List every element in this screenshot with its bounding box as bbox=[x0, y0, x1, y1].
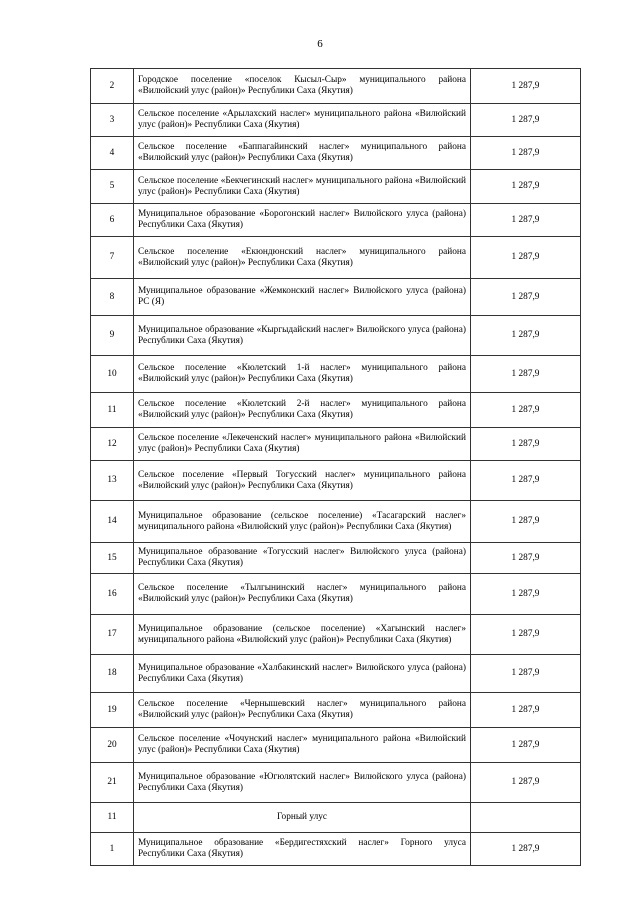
table-row bbox=[91, 428, 581, 461]
table-row bbox=[91, 279, 581, 316]
amount-value: 1 287,9 bbox=[471, 237, 581, 279]
section-amount-empty bbox=[471, 803, 581, 833]
row-number: 20 bbox=[91, 728, 134, 763]
row-number: 16 bbox=[91, 574, 134, 615]
section-row bbox=[91, 803, 581, 833]
municipality-name: Муниципальное образование (сельское поселение) «Тасагарский наслег» муниципального района «Вилюйский улус (район)» Республики Саха (Якутия) bbox=[134, 501, 471, 543]
section-title: Горный улус bbox=[134, 803, 471, 833]
amount-value: 1 287,9 bbox=[471, 461, 581, 501]
table-row bbox=[91, 137, 581, 170]
row-number: 18 bbox=[91, 655, 134, 693]
municipality-name: Сельское поселение «Екюндюнский наслег» муниципального района «Вилюйский улус (район)» Республики Саха (Якутия) bbox=[134, 237, 471, 279]
amount-value: 1 287,9 bbox=[471, 693, 581, 728]
municipality-name: Городское поселение «поселок Кысыл-Сыр» муниципального района «Вилюйский улус (район)» Республики Саха (Якутия) bbox=[134, 69, 471, 104]
municipality-name: Муниципальное образование «Тогусский наслег» Вилюйского улуса (района) Республики Саха (Якутия) bbox=[134, 543, 471, 574]
allocation-table bbox=[90, 68, 581, 866]
municipality-name: Сельское поселение «Чочунский наслег» муниципального района «Вилюйский улус (район)» Республики Саха (Якутия) bbox=[134, 728, 471, 763]
municipality-name: Сельское поселение «Чернышевский наслег» муниципального района «Вилюйский улус (район)» Республики Саха (Якутия) bbox=[134, 693, 471, 728]
amount-value: 1 287,9 bbox=[471, 393, 581, 428]
row-number: 14 bbox=[91, 501, 134, 543]
amount-value: 1 287,9 bbox=[471, 137, 581, 170]
table-body bbox=[91, 69, 581, 866]
table-row bbox=[91, 393, 581, 428]
amount-value: 1 287,9 bbox=[471, 501, 581, 543]
table-row bbox=[91, 69, 581, 104]
table-row bbox=[91, 574, 581, 615]
table-row bbox=[91, 237, 581, 279]
row-number: 17 bbox=[91, 615, 134, 655]
amount-value: 1 287,9 bbox=[471, 655, 581, 693]
municipality-name: Сельское поселение «Арылахский наслег» муниципального района «Вилюйский улус (район)» Республики Саха (Якутия) bbox=[134, 104, 471, 137]
row-number: 5 bbox=[91, 170, 134, 204]
table-row bbox=[91, 356, 581, 393]
amount-value: 1 287,9 bbox=[471, 615, 581, 655]
table-row bbox=[91, 763, 581, 803]
amount-value: 1 287,9 bbox=[471, 833, 581, 866]
row-number: 11 bbox=[91, 393, 134, 428]
amount-value: 1 287,9 bbox=[471, 728, 581, 763]
amount-value: 1 287,9 bbox=[471, 574, 581, 615]
row-number: 7 bbox=[91, 237, 134, 279]
table-row bbox=[91, 204, 581, 237]
table-row bbox=[91, 543, 581, 574]
municipality-name: Муниципальное образование «Бердигестяхский наслег» Горного улуса Республики Саха (Якутия) bbox=[134, 833, 471, 866]
municipality-name: Сельское поселение «Баппагайинский наслег» муниципального района «Вилюйский улус (район)» Республики Саха (Якутия) bbox=[134, 137, 471, 170]
municipality-name: Сельское поселение «Тылгынинский наслег» муниципального района «Вилюйский улус (район)» Республики Саха (Якутия) bbox=[134, 574, 471, 615]
row-number: 19 bbox=[91, 693, 134, 728]
municipality-name: Муниципальное образование «Югюлятский наслег» Вилюйского улуса (района) Республики Саха (Якутия) bbox=[134, 763, 471, 803]
row-number: 10 bbox=[91, 356, 134, 393]
amount-value: 1 287,9 bbox=[471, 316, 581, 356]
table-row bbox=[91, 833, 581, 866]
amount-value: 1 287,9 bbox=[471, 104, 581, 137]
municipality-name: Муниципальное образование «Халбакинский наслег» Вилюйского улуса (района) Республики Саха (Якутия) bbox=[134, 655, 471, 693]
table-row bbox=[91, 615, 581, 655]
amount-value: 1 287,9 bbox=[471, 763, 581, 803]
row-number: 4 bbox=[91, 137, 134, 170]
table-row bbox=[91, 655, 581, 693]
row-number: 13 bbox=[91, 461, 134, 501]
amount-value: 1 287,9 bbox=[471, 69, 581, 104]
table-row bbox=[91, 693, 581, 728]
municipality-name: Сельское поселение «Лекеченский наслег» муниципального района «Вилюйский улус (район)» Республики Саха (Якутия) bbox=[134, 428, 471, 461]
amount-value: 1 287,9 bbox=[471, 279, 581, 316]
municipality-name: Муниципальное образование «Борогонский наслег» Вилюйского улуса (района) Республики Саха (Якутия) bbox=[134, 204, 471, 237]
table-row bbox=[91, 461, 581, 501]
municipality-name: Сельское поселение «Первый Тогусский наслег» муниципального района «Вилюйский улус (район)» Республики Саха (Якутия) bbox=[134, 461, 471, 501]
municipality-name: Сельское поселение «Бекчегинский наслег» муниципального района «Вилюйский улус (район)» Республики Саха (Якутия) bbox=[134, 170, 471, 204]
row-number: 8 bbox=[91, 279, 134, 316]
amount-value: 1 287,9 bbox=[471, 356, 581, 393]
amount-value: 1 287,9 bbox=[471, 204, 581, 237]
amount-value: 1 287,9 bbox=[471, 170, 581, 204]
row-number: 9 bbox=[91, 316, 134, 356]
table-row bbox=[91, 501, 581, 543]
table-row bbox=[91, 170, 581, 204]
page-number: 6 bbox=[317, 38, 323, 50]
row-number: 2 bbox=[91, 69, 134, 104]
municipality-name: Муниципальное образование «Кыргыдайский наслег» Вилюйского улуса (района) Республики Саха (Якутия) bbox=[134, 316, 471, 356]
amount-value: 1 287,9 bbox=[471, 543, 581, 574]
municipality-name: Сельское поселение «Кюлетский 1-й наслег» муниципального района «Вилюйский улус (район)» Республики Саха (Якутия) bbox=[134, 356, 471, 393]
row-number: 21 bbox=[91, 763, 134, 803]
amount-value: 1 287,9 bbox=[471, 428, 581, 461]
municipality-name: Муниципальное образование (сельское поселение) «Хагынский наслег» муниципального района «Вилюйский улус (район)» Республики Саха (Якутия) bbox=[134, 615, 471, 655]
municipality-name: Сельское поселение «Кюлетский 2-й наслег» муниципального района «Вилюйский улус (район)» Республики Саха (Якутия) bbox=[134, 393, 471, 428]
row-number: 1 bbox=[91, 833, 134, 866]
table-row bbox=[91, 104, 581, 137]
municipality-name: Муниципальное образование «Жемконский наслег» Вилюйского улуса (района) РС (Я) bbox=[134, 279, 471, 316]
row-number: 3 bbox=[91, 104, 134, 137]
table-row bbox=[91, 316, 581, 356]
row-number: 15 bbox=[91, 543, 134, 574]
table-row bbox=[91, 728, 581, 763]
row-number: 6 bbox=[91, 204, 134, 237]
section-number: 11 bbox=[91, 803, 134, 833]
row-number: 12 bbox=[91, 428, 134, 461]
